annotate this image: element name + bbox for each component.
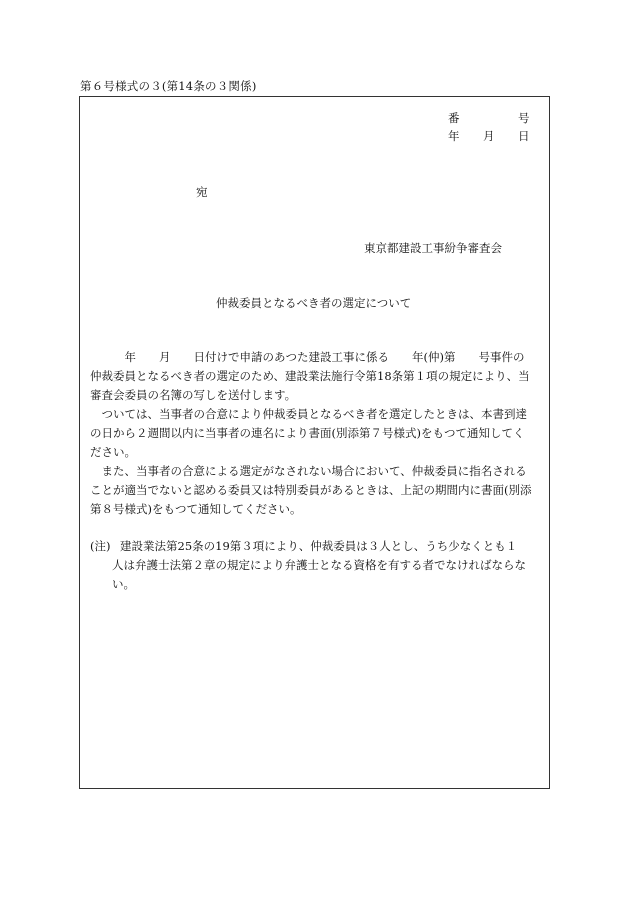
date-year-label: 年 — [448, 129, 460, 143]
note-section — [90, 537, 542, 594]
form-number-label: 第６号様式の３(第14条の３関係) — [80, 79, 257, 93]
paragraph-line: ことが適当でないと認める委員又は特別委員があるときは、上記の期間内に書面(別添 — [90, 483, 532, 497]
number-ban-label: 番 — [448, 111, 460, 125]
note-line: い。 — [112, 577, 135, 591]
addressee-line: 宛 — [196, 185, 208, 199]
paragraph-2 — [90, 405, 542, 462]
paragraph-line: 年 月 日付けで申請のあつた建設工事に係る 年(仲)第 号事件の — [90, 350, 525, 364]
number-go-label: 号 — [518, 111, 530, 125]
date-month-label: 月 — [483, 129, 495, 143]
paragraph-3 — [90, 462, 542, 519]
paragraph-line: 第８号様式)をもつて通知してください。 — [90, 502, 302, 516]
date-day-label: 日 — [518, 129, 530, 143]
note-label: (注) — [90, 539, 111, 553]
document-title: 仲裁委員となるべき者の選定について — [216, 296, 412, 310]
sender-name: 東京都建設工事紛争審査会 — [364, 241, 502, 255]
paragraph-line: の日から２週間以内に当事者の連名により書面(別添第７号様式)をもつて通知してく — [90, 426, 525, 440]
note-line: 人は弁護士法第２章の規定により弁護士となる資格を有する者でなければならな — [112, 558, 526, 572]
paragraph-line: 審査会委員の名簿の写しを送付します。 — [90, 388, 297, 402]
note-line: 建設業法第25条の19第３項により、仲裁委員は３人とし、うち少なくとも１ — [120, 539, 518, 553]
paragraph-line: また、当事者の合意による選定がなされない場合において、仲裁委員に指名される — [90, 464, 527, 478]
paragraph-line: 仲裁委員となるべき者の選定のため、建設業法施行令第18条第１項の規定により、当 — [90, 369, 530, 383]
paragraph-line: ださい。 — [90, 445, 136, 459]
paragraph-1 — [90, 348, 542, 405]
paragraph-line: ついては、当事者の合意により仲裁委員となるべき者を選定したときは、本書到達 — [90, 407, 527, 421]
